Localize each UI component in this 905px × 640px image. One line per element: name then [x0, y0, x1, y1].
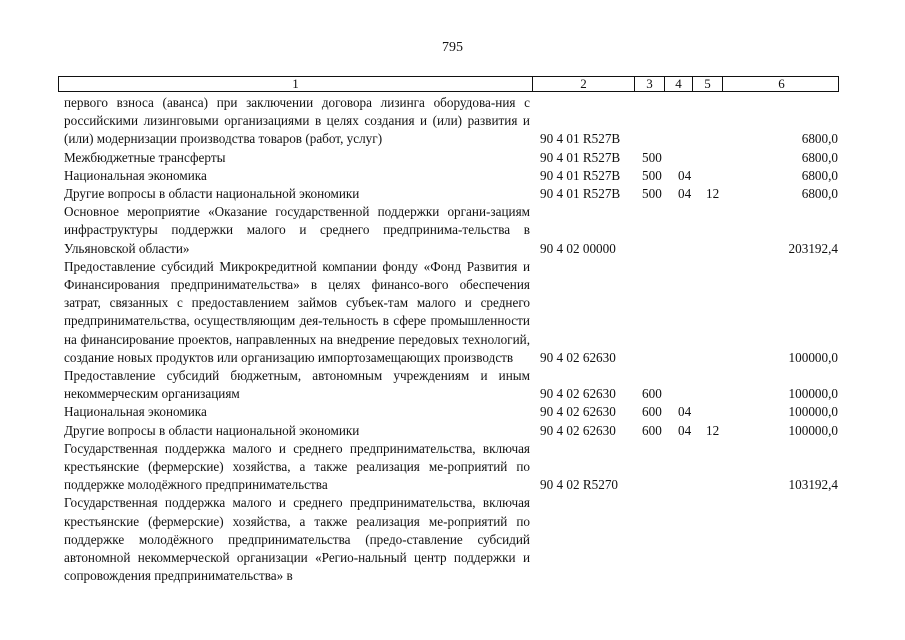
row-name: Основное мероприятие «Оказание государственной поддержки органи-зациям инфраструктуры поддержки малого и среднего предпринима-тельства в Ульяновской области» [64, 204, 530, 256]
row-code: 90 4 02 62630 [540, 422, 616, 438]
row-section: 04 [678, 422, 692, 438]
table-body [0, 94, 905, 585]
row-name: Государственная поддержка малого и среднего предпринимательства, включая крестьянские (фермерские) хозяйства, а также реализация ме-роприятий по поддержке молодёжного предпринимательства [64, 440, 530, 493]
row-name: первого взноса (аванса) при заключении договора лизинга оборудова-ния с российскими лизинговыми организациями в целях создания и (или) развития и (или) модернизации производства товаров (работ, услуг) [64, 95, 530, 147]
header-col-3: 3 [635, 77, 665, 91]
row-expense-type: 500 [642, 167, 662, 183]
table-row [0, 203, 905, 258]
row-expense-type: 600 [642, 386, 662, 402]
row-name: Национальная экономика [64, 167, 207, 183]
row-code: 90 4 02 62630 [540, 349, 616, 365]
row-code: 90 4 02 00000 [540, 240, 616, 256]
table-header [58, 76, 839, 92]
row-sum: 100000,0 [788, 386, 838, 402]
header-col-6: 6 [778, 76, 785, 91]
header-col-2: 2 [533, 77, 635, 91]
row-sum: 100000,0 [788, 422, 838, 438]
row-name: Национальная экономика [64, 404, 207, 420]
row-expense-type: 500 [642, 186, 662, 202]
row-sum: 6800,0 [801, 167, 838, 183]
row-name: Государственная поддержка малого и среднего предпринимательства, включая крестьянские (фермерские) хозяйства, а также реализация ме-роприятий по поддержке молодёжного предпринимательства (предо-ставление субсидий автономной некоммерческой организации «Регио-нальный центр поддержки и сопровождения предпринимательства» в [64, 495, 530, 584]
row-code: 90 4 01 R527B [540, 149, 621, 165]
row-code: 90 4 01 R527B [540, 167, 621, 183]
row-subsection: 12 [706, 422, 720, 438]
row-expense-type: 600 [642, 404, 662, 420]
row-name: Другие вопросы в области национальной экономики [64, 422, 360, 438]
row-name: Предоставление субсидий Микрокредитной компании фонду «Фонд Развития и Финансирования предпринимательства» в целях финансо-вого обеспечения затрат, связанных с предоставлением займов субъек-там малого и среднего предпринимательства, осуществляющим дея-тельность в сфере промышленности на финансирование проектов, направленных на внедрение передовых технологий, создание новых продуктов или организацию импортозамещающих производств [64, 258, 530, 365]
row-code: 90 4 02 62630 [540, 386, 616, 402]
header-col-5: 5 [693, 77, 723, 91]
row-sum: 6800,0 [801, 131, 838, 147]
row-section: 04 [678, 404, 692, 420]
table-row [0, 258, 905, 367]
table-row [0, 403, 905, 421]
table-row [0, 367, 905, 403]
table-row [0, 422, 905, 440]
row-expense-type: 500 [642, 149, 662, 165]
row-name: Другие вопросы в области национальной экономики [64, 186, 360, 202]
row-sum: 6800,0 [801, 149, 838, 165]
header-col-1: 1 [59, 77, 533, 91]
row-name: Межбюджетные трансферты [64, 149, 226, 165]
page-number: 795 [442, 40, 463, 55]
table-row [0, 94, 905, 149]
row-sum: 203192,4 [788, 240, 838, 256]
row-code: 90 4 01 R527B [540, 131, 621, 147]
row-sum: 100000,0 [788, 349, 838, 365]
row-code: 90 4 02 62630 [540, 404, 616, 420]
row-sum: 6800,0 [801, 186, 838, 202]
table-row [0, 185, 905, 203]
row-subsection: 12 [706, 186, 720, 202]
table-row [0, 149, 905, 167]
table-row [0, 167, 905, 185]
table-row [0, 440, 905, 495]
row-section: 04 [678, 186, 692, 202]
row-code: 90 4 01 R527B [540, 186, 621, 202]
row-sum: 100000,0 [788, 404, 838, 420]
row-section: 04 [678, 167, 692, 183]
row-sum: 103192,4 [788, 477, 838, 493]
table-row [0, 494, 905, 585]
row-name: Предоставление субсидий бюджетным, автономным учреждениям и иным некоммерческим организациям [64, 368, 530, 402]
row-code: 90 4 02 R5270 [540, 477, 619, 493]
header-col-4: 4 [665, 77, 693, 91]
row-expense-type: 600 [642, 422, 662, 438]
